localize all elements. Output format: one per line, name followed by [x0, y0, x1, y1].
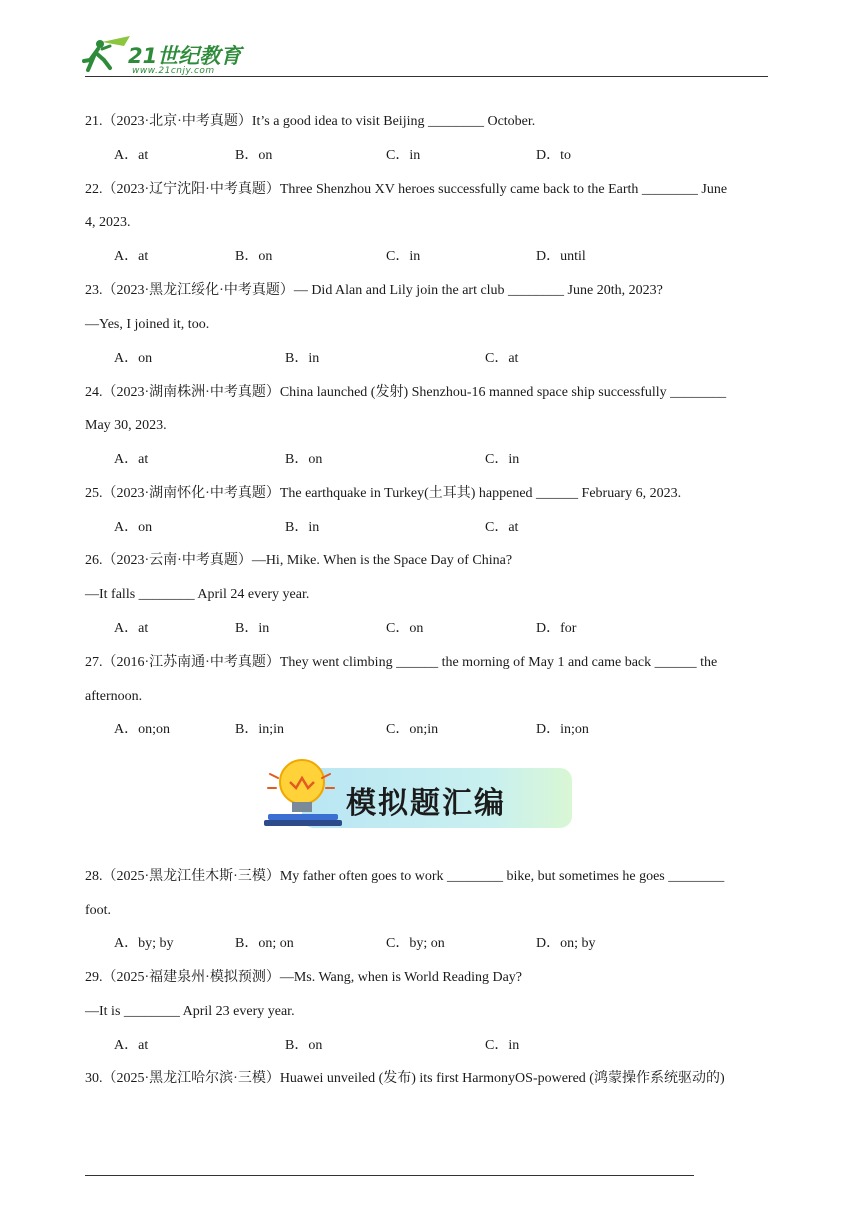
question-24-line-1: 24.（2023·湖南株洲·中考真题）China launched (发射) Shenzhou-16 manned space ship successfully ________: [85, 385, 727, 400]
q28-option-c: C．by; on: [386, 936, 445, 951]
q28-option-d: D．on; by: [536, 936, 596, 951]
q26-option-d: D．for: [536, 621, 577, 636]
section-banner: [264, 756, 576, 832]
q27-option-a: A．on;on: [114, 722, 170, 737]
q27-option-d: D．in;on: [536, 722, 589, 737]
section-title: 模拟题汇编: [346, 786, 506, 821]
q27-option-c: C．on;in: [386, 722, 439, 737]
q22-option-a: A．at: [114, 249, 149, 264]
q22-option-b: B．on: [235, 249, 273, 264]
question-29-line-1: 29.（2025·福建泉州·模拟预测）—Ms. Wang, when is World Reading Day?: [85, 970, 523, 985]
question-28-line-2: foot.: [85, 903, 112, 918]
header-rule: [85, 76, 768, 77]
q25-option-a: A．on: [114, 520, 153, 535]
q21-option-b: B．on: [235, 148, 273, 163]
logo: [80, 34, 250, 78]
footer-rule: [85, 1175, 694, 1176]
q27-option-b: B．in;in: [235, 722, 285, 737]
q25-option-c: C．at: [485, 520, 519, 535]
q26-option-c: C．on: [386, 621, 424, 636]
q21-option-c: C．in: [386, 148, 421, 163]
question-27-line-1: 27.（2016·江苏南通·中考真题）They went climbing ______ the morning of May 1 and came back ______ the: [85, 655, 718, 670]
q24-option-a: A．at: [114, 452, 149, 467]
question-28-line-1: 28.（2025·黑龙江佳木斯·三模）My father often goes to work ________ bike, but sometimes he goes ________: [85, 869, 725, 884]
question-26-line-2: —It falls ________ April 24 every year.: [85, 587, 310, 602]
logo-text: 21世纪教育: [128, 44, 242, 68]
q25-option-b: B．in: [285, 520, 320, 535]
q23-option-b: B．in: [285, 351, 320, 366]
q23-option-c: C．at: [485, 351, 519, 366]
logo-url: www.21cnjy.com: [132, 66, 215, 76]
question-22-line-2: 4, 2023.: [85, 215, 131, 230]
q26-option-a: A．at: [114, 621, 149, 636]
q29-option-a: A．at: [114, 1038, 149, 1053]
question-23-line-2: —Yes, I joined it, too.: [85, 317, 210, 332]
question-22-line-1: 22.（2023·辽宁沈阳·中考真题）Three Shenzhou XV heroes successfully came back to the Earth ________ June: [85, 182, 728, 197]
question-24-line-2: May 30, 2023.: [85, 418, 167, 433]
q22-option-c: C．in: [386, 249, 421, 264]
question-23-line-1: 23.（2023·黑龙江绥化·中考真题）— Did Alan and Lily join the art club ________ June 20th, 2023?: [85, 283, 663, 298]
q26-option-b: B．in: [235, 621, 270, 636]
question-21-line-1: 21.（2023·北京·中考真题）It’s a good idea to visit Beijing ________ October.: [85, 114, 536, 129]
question-25-line-1: 25.（2023·湖南怀化·中考真题）The earthquake in Turkey(土耳其) happened ______ February 6, 2023.: [85, 486, 682, 501]
q24-option-b: B．on: [285, 452, 323, 467]
q23-option-a: A．on: [114, 351, 153, 366]
q22-option-d: D．until: [536, 249, 586, 264]
q24-option-c: C．in: [485, 452, 520, 467]
q29-option-c: C．in: [485, 1038, 520, 1053]
question-29-line-2: —It is ________ April 23 every year.: [85, 1004, 295, 1019]
q29-option-b: B．on: [285, 1038, 323, 1053]
question-26-line-1: 26.（2023·云南·中考真题）—Hi, Mike. When is the Space Day of China?: [85, 553, 513, 568]
question-30-line-1: 30.（2025·黑龙江哈尔滨·三模）Huawei unveiled (发布) its first HarmonyOS-powered (鸿蒙操作系统驱动的): [85, 1071, 725, 1086]
q28-option-a: A．by; by: [114, 936, 174, 951]
q21-option-d: D．to: [536, 148, 571, 163]
question-27-line-2: afternoon.: [85, 689, 143, 704]
q21-option-a: A．at: [114, 148, 149, 163]
q28-option-b: B．on; on: [235, 936, 294, 951]
